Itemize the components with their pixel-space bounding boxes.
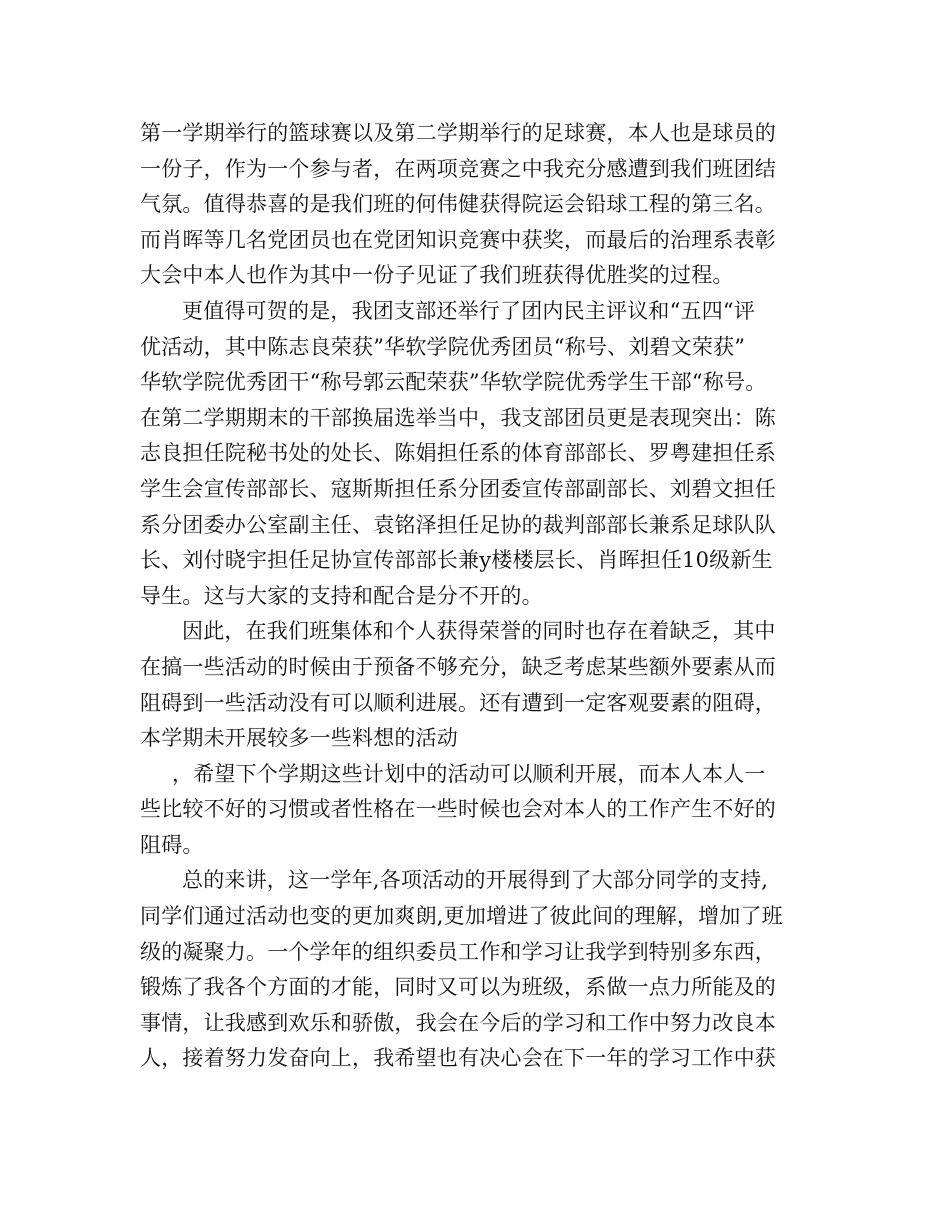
text-line: 大会中本人也作为其中一份子见证了我们班获得优胜奖的过程。: [140, 263, 734, 288]
paragraph-start-line: 总的来讲，这一学年,各项活动的开展得到了大部分同学的支持,: [182, 868, 769, 893]
text-line: 在搞一些活动的时候由于预备不够充分，缺乏考虑某些额外要素从而: [140, 654, 776, 679]
text-line: 导生。这与大家的支持和配合是分不开的。: [140, 583, 543, 608]
text-line: 而肖晖等几名党团员也在党团知识竞赛中获奖，而最后的治理系表彰: [140, 227, 776, 252]
text-line: 气氛。值得恭喜的是我们班的何伟健获得院运会铅球工程的第三名。: [140, 192, 776, 217]
text-line: 在第二学期期末的干部换届选举当中，我支部团员更是表现突出：陈: [140, 405, 776, 430]
text-line: 锻炼了我各个方面的才能，同时又可以为班级，系做一点力所能及的: [140, 975, 776, 1000]
text-line: 长、刘付晓宇担任足协宣传部部长兼y楼楼层长、肖晖担任10级新生: [140, 548, 773, 573]
document-body: [140, 116, 830, 1077]
text-line: 志良担任院秘书处的处长、陈娟担任系的体育部部长、罗粤建担任系: [140, 441, 776, 466]
text-line: 第一学期举行的篮球赛以及第二学期举行的足球赛，本人也是球员的: [140, 121, 776, 145]
paragraph-start-line: ，希望下个学期这些计划中的活动可以顺利开展，而本人本人一: [172, 761, 766, 786]
paragraph-start-line: 因此，在我们班集体和个人获得荣誉的同时也存在着缺乏，其中: [182, 619, 776, 644]
text-line: 人，接着努力发奋向上，我希望也有决心会在下一年的学习工作中获: [140, 1046, 776, 1071]
text-line: 级的凝聚力。一个学年的组织委员工作和学习让我学到特别多东西，: [140, 939, 776, 964]
text-line: 系分团委办公室副主任、袁铭泽担任足协的裁判部部长兼系足球队队: [140, 512, 776, 537]
paragraph-start-line: 更值得可贺的是，我团支部还举行了团内民主评议和“五四“评: [182, 298, 756, 323]
text-line: 阻碍到一些活动没有可以顺利进展。还有遭到一定客观要素的阻碍，: [140, 690, 776, 715]
text-line: 一份子，作为一个参与者，在两项竞赛之中我充分感遭到我们班团结: [140, 156, 776, 181]
text-line: 本学期未开展较多一些料想的活动: [140, 726, 458, 751]
text-line: 华软学院优秀团干“称号郭云配荣获”华软学院优秀学生干部“称号。: [140, 370, 767, 395]
text-line: 优活动，其中陈志良荣获”华软学院优秀团员“称号、刘碧文荣获”: [140, 334, 746, 359]
text-line: 学生会宣传部部长、寇斯斯担任系分团委宣传部副部长、刘碧文担任: [140, 476, 776, 501]
text-line: 阻碍。: [140, 832, 204, 857]
text-line: 些比较不好的习惯或者性格在一些时候也会对本人的工作产生不好的: [140, 797, 776, 822]
text-line: 同学们通过活动也变的更加爽朗,更加增进了彼此间的理解，增加了班: [140, 904, 783, 929]
text-line: 事情，让我感到欢乐和骄傲，我会在今后的学习和工作中努力改良本: [140, 1010, 776, 1035]
